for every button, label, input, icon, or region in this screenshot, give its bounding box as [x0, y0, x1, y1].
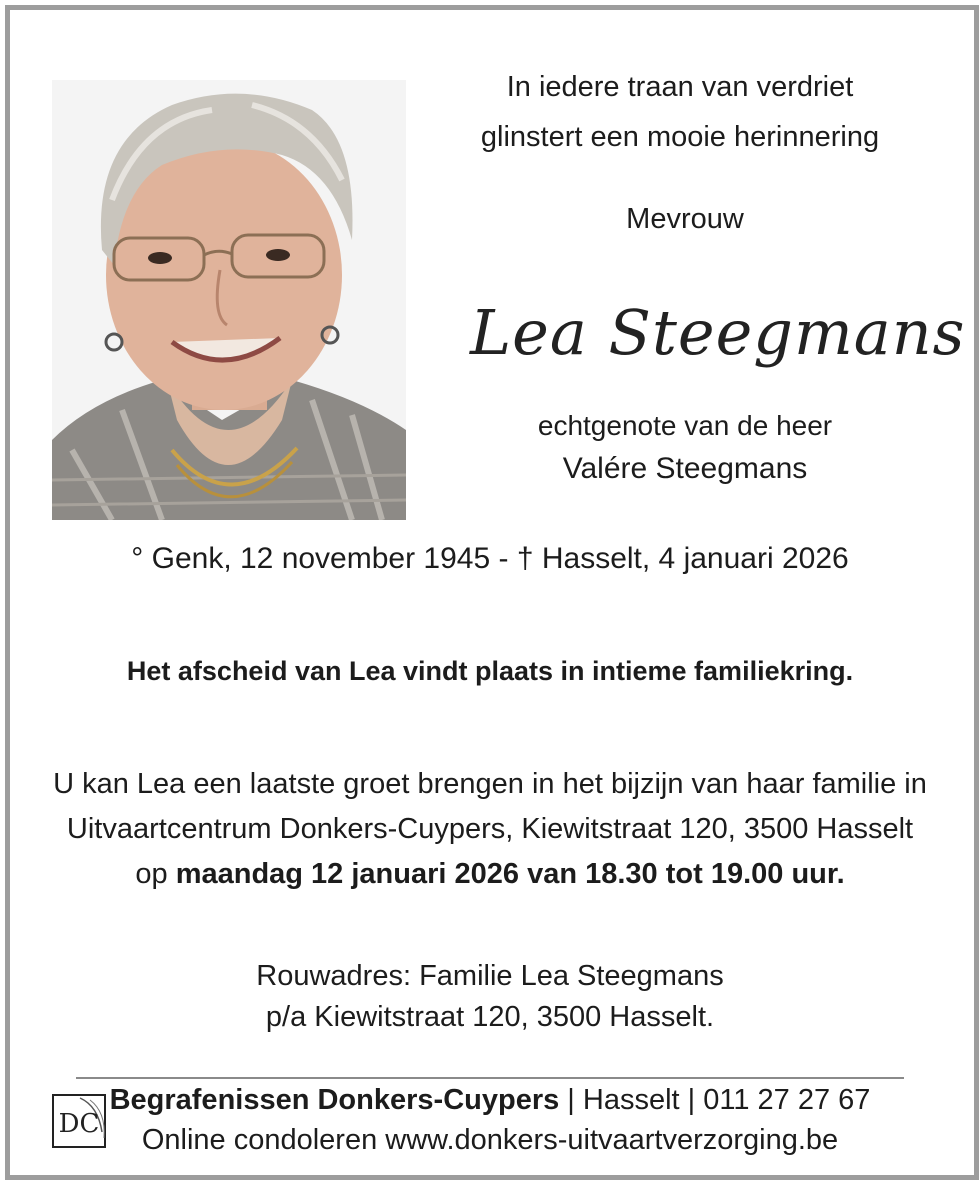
- spouse-name: Valére Steegmans: [562, 452, 808, 485]
- visitation-info: [0, 762, 980, 897]
- visitation-line-3: [0, 852, 980, 897]
- spouse-intro: echtgenote van de heer: [537, 410, 833, 441]
- verse: [480, 62, 880, 162]
- company-location-phone: | Hasselt | 011 27 27 67: [559, 1084, 871, 1116]
- address-line-1: Rouwadres: Familie Lea Steegmans: [256, 960, 724, 992]
- logo-letters: DC: [58, 1109, 100, 1139]
- verse-line-1: In iedere traan van verdriet: [506, 71, 854, 103]
- verse-line-2: glinstert een mooie herinnering: [480, 121, 880, 153]
- mourning-address: [0, 956, 980, 1038]
- deceased-name: Lea Steegmans: [470, 296, 966, 369]
- address-line-2: p/a Kiewitstraat 120, 3500 Hasselt.: [265, 1001, 715, 1033]
- portrait-photo: [52, 80, 406, 520]
- visitation-line-2: Uitvaartcentrum Donkers-Cuypers, Kiewitstraat 120, 3500 Hasselt: [66, 813, 914, 845]
- birth-death-dates: ° Genk, 12 november 1945 - † Hasselt, 4 januari 2026: [131, 542, 849, 575]
- visitation-line-1: U kan Lea een laatste groet brengen in het bijzijn van haar familie in: [53, 768, 927, 800]
- online-condolences[interactable]: Online condoleren www.donkers-uitvaartverzorging.be: [141, 1124, 839, 1156]
- visitation-datetime: maandag 12 januari 2026 van 18.30 tot 19.00 uur.: [175, 858, 845, 890]
- footer-divider: [76, 1077, 904, 1079]
- footer-company-line: [100, 1084, 880, 1117]
- visitation-prefix: op: [135, 858, 168, 890]
- company-name: Begrafenissen Donkers-Cuypers: [109, 1084, 560, 1116]
- title-mevrouw: Mevrouw: [626, 203, 744, 235]
- farewell-notice: Het afscheid van Lea vindt plaats in intieme familiekring.: [126, 656, 854, 686]
